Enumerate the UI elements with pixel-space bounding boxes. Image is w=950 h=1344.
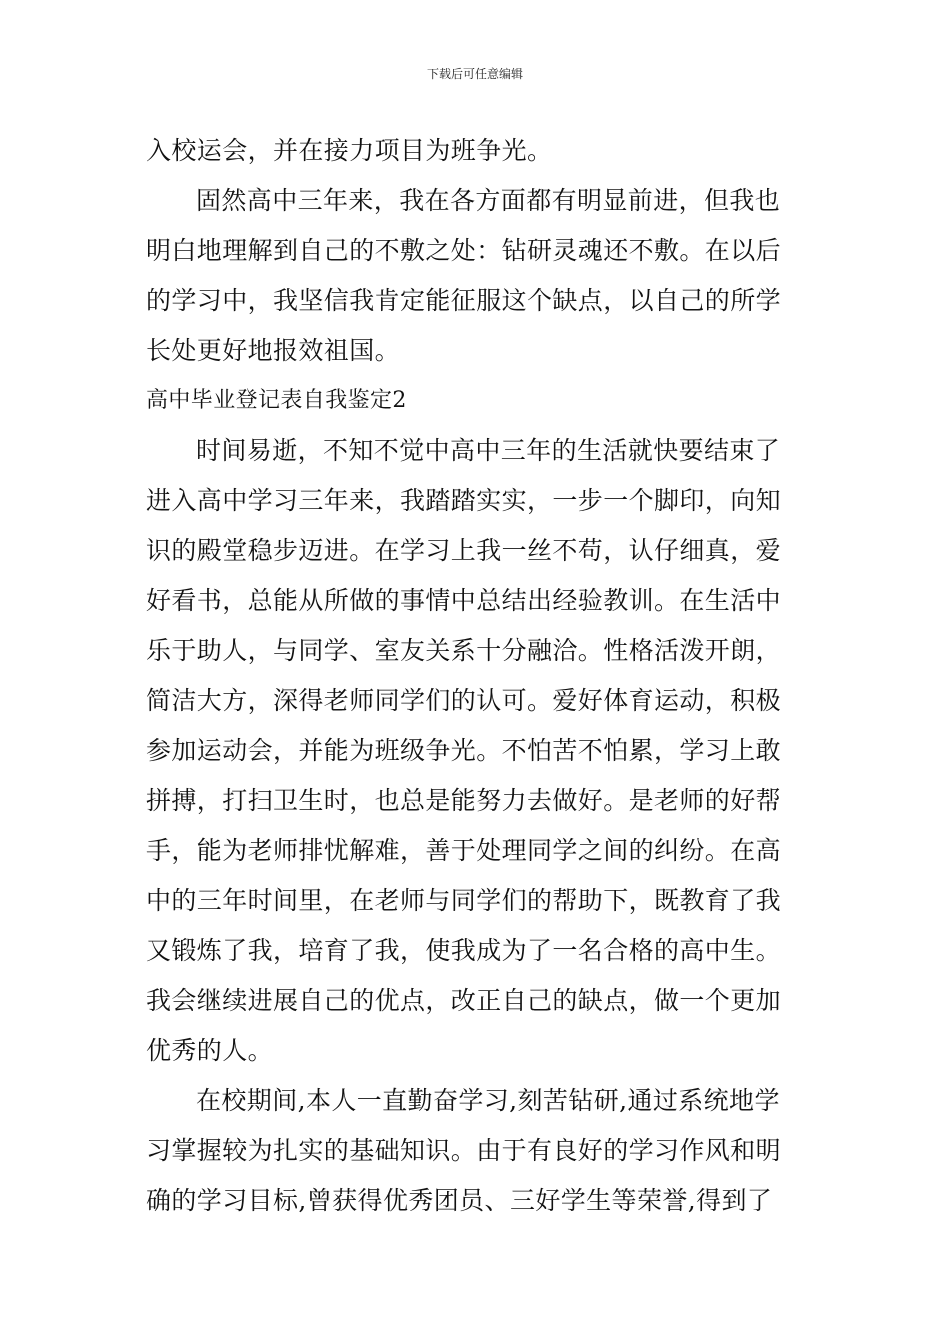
text-line: 的学习中，我坚信我肯定能征服这个缺点，以自己的所学 [146, 286, 782, 315]
document-body [146, 126, 808, 1226]
paragraph-first-line: 在校期间,本人一直勤奋学习,刻苦钻研,通过系统地学 [196, 1086, 780, 1115]
paragraph-first-line: 时间易逝，不知不觉中高中三年的生活就快要结束了 [196, 436, 781, 465]
text-line: 习掌握较为扎实的基础知识。由于有良好的学习作风和明 [146, 1136, 782, 1165]
text-line: 参加运动会，并能为班级争光。不怕苦不怕累，学习上敢 [146, 736, 782, 765]
text-line: 优秀的人。 [146, 1036, 274, 1065]
text-line: 进入高中学习三年来，我踏踏实实，一步一个脚印，向知 [146, 486, 782, 515]
text-line: 确的学习目标,曾获得优秀团员、三好学生等荣誉,得到了 [146, 1186, 773, 1215]
page-header: 下载后可任意编辑 [426, 67, 523, 81]
text-line: 中的三年时间里，在老师与同学们的帮助下，既教育了我 [146, 886, 782, 915]
text-line: 手，能为老师排忧解难，善于处理同学之间的纠纷。在高 [146, 836, 782, 865]
text-line: 入校运会，并在接力项目为班争光。 [146, 136, 553, 165]
text-line: 明白地理解到自己的不敷之处：钻研灵魂还不敷。在以后 [146, 236, 782, 265]
text-line: 又锻炼了我，培育了我，使我成为了一名合格的高中生。 [146, 936, 782, 965]
paragraph-first-line: 固然高中三年来，我在各方面都有明显前进，但我也 [196, 186, 781, 215]
section-heading: 高中毕业登记表自我鉴定2 [146, 388, 407, 413]
text-line: 识的殿堂稳步迈进。在学习上我一丝不苟，认仔细真，爱 [146, 536, 782, 565]
text-line: 拼搏，打扫卫生时，也总是能努力去做好。是老师的好帮 [146, 786, 782, 815]
text-line: 长处更好地报效祖国。 [146, 336, 401, 365]
text-line: 乐于助人，与同学、室友关系十分融洽。性格活泼开朗， [146, 636, 782, 665]
text-line: 好看书，总能从所做的事情中总结出经验教训。在生活中 [146, 586, 782, 615]
text-line: 我会继续进展自己的优点，改正自己的缺点，做一个更加 [146, 986, 782, 1015]
text-line: 简洁大方，深得老师同学们的认可。爱好体育运动，积极 [146, 686, 782, 715]
